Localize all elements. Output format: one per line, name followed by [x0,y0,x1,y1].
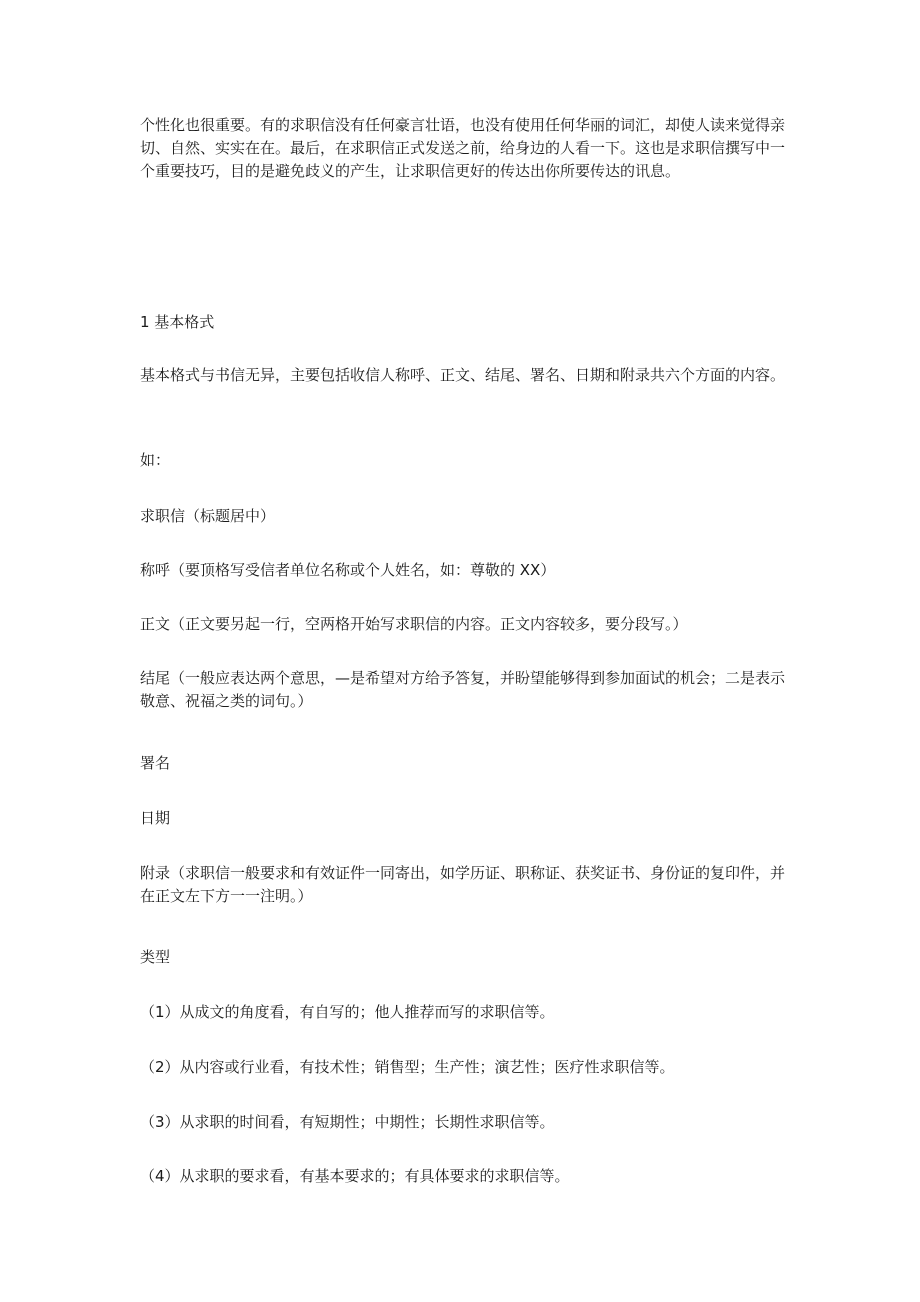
salutation-line: 称呼（要顶格写受信者单位名称或个人姓名，如：尊敬的 XX） [140,561,556,579]
title-line: 求职信（标题居中） [140,507,276,525]
section-heading: 1 基本格式 [140,313,215,331]
date-line: 日期 [140,809,171,827]
signature-line: 署名 [140,754,171,772]
example-label: 如： [140,451,171,469]
types-heading: 类型 [140,948,171,966]
appendix-paragraph: 附录（求职信一般要求和有效证件一同寄出，如学历证、职称证、获奖证书、身份证的复印件，并在正文左下方一一注明。） [140,864,786,905]
list-item: （4）从求职的要求看，有基本要求的；有具体要求的求职信等。 [140,1167,570,1185]
list-item: （3）从求职的时间看，有短期性；中期性；长期性求职信等。 [140,1113,555,1131]
list-item: （1）从成文的角度看，有自写的；他人推荐而写的求职信等。 [140,1003,555,1021]
closing-paragraph: 结尾（一般应表达两个意思，—是希望对方给予答复，并盼望能够得到参加面试的机会；二是表示敬意、祝福之类的词句。） [140,669,786,710]
body-line: 正文（正文要另起一行，空两格开始写求职信的内容。正文内容较多，要分段写。） [140,615,688,633]
list-item: （2）从内容或行业看，有技术性；销售型；生产性；演艺性；医疗性求职信等。 [140,1058,675,1076]
intro-paragraph: 个性化也很重要。有的求职信没有任何豪言壮语，也没有使用任何华丽的词汇，却使人读来觉得亲切、自然、实实在在。最后，在求职信正式发送之前，给身边的人看一下。这也是求职信撰写中一个重要技巧，目的是避免歧义的产生，让求职信更好的传达出你所要传达的讯息。 [140,116,786,180]
basic-format-paragraph: 基本格式与书信无异，主要包括收信人称呼、正文、结尾、署名、日期和附录共六个方面的内容。 [140,366,786,384]
